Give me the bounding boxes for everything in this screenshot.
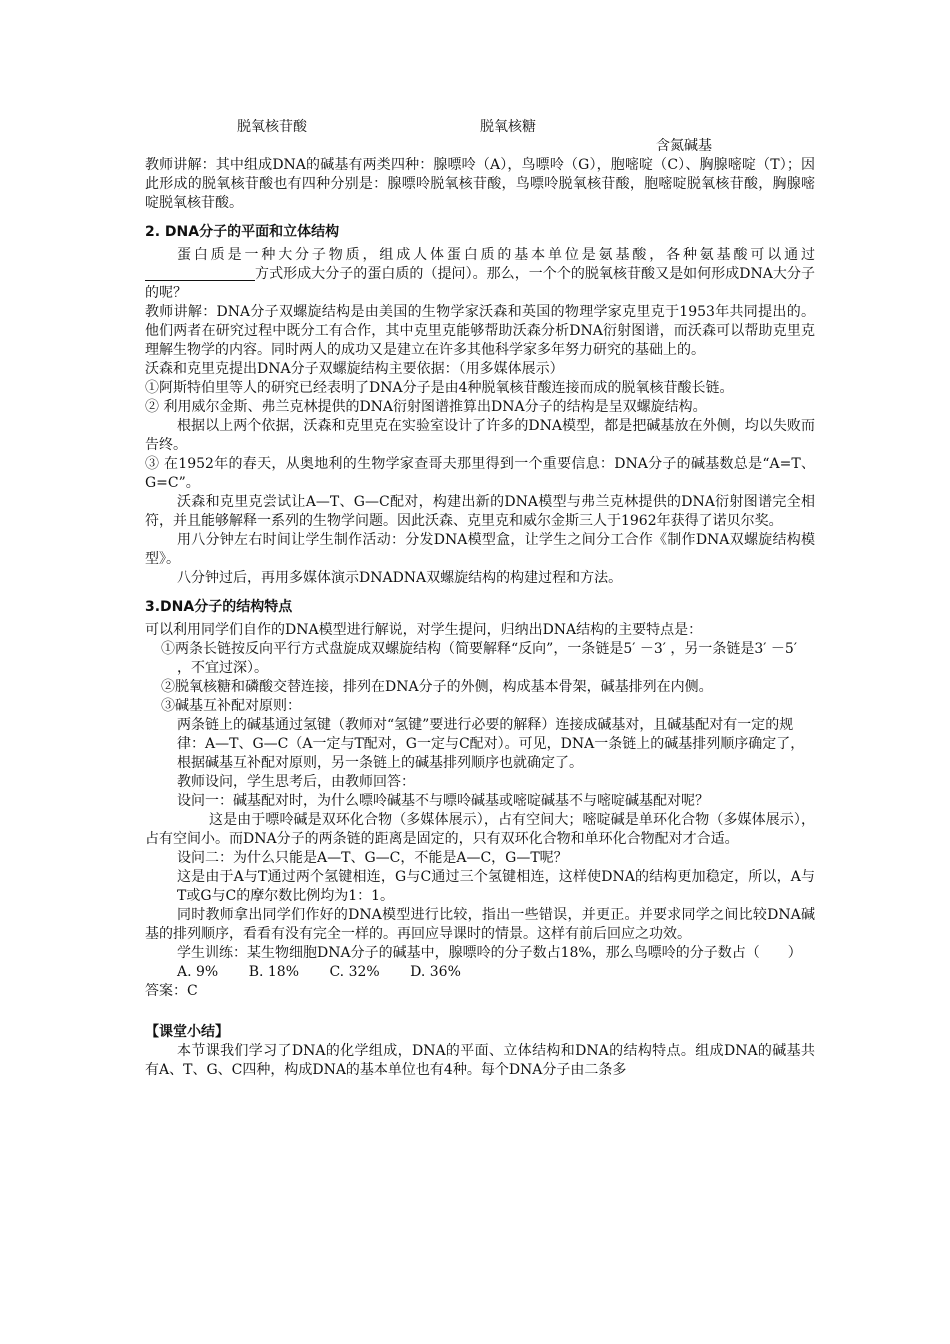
exercise-answer: 答案：C — [145, 983, 198, 999]
section2-p2: 教师讲解：DNA分子双螺旋结构是由美国的生物学家沃森和英国的物理学家克里克于1953年共同提出的。他们两者在研究过程中既分工有合作，其中克里克能够帮助沃森分析DNA衍射图谱，而沃森可以帮助克里克理解生物学的内容。同时两人的成功又是建立在许多其他科学家多年努力研究的基础上的。 — [145, 304, 815, 358]
section3-item1: ①两条长链按反向平行方式盘旋成双螺旋结构（简要解释“反向”，一条链是5′ －3′ ，另一条链是3′ －5′ ，不宜过深）。 — [161, 641, 798, 676]
section3-model: 同时教师拿出同学们作好的DNA模型进行比较，指出一些错误，并更正。并要求同学之间比较DNA碱基的排列顺序，看看有没有完全一样的。再回应导课时的情景。这样有前后回应之功效。 — [145, 907, 815, 942]
section3-p1: 可以利用同学们自作的DNA模型进行解说，对学生提问，归纳出DNA结构的主要特点是： — [145, 622, 703, 638]
section2-p1-b: 方式形成大分子的蛋白质的（提问）。那么，一个个的脱氧核苷酸又是如何形成DNA大分子的呢？ — [145, 266, 815, 301]
option-c: C. 32% — [329, 964, 380, 980]
label-deoxyribose: 脱氧核糖 — [480, 119, 536, 135]
label-nitrogenous-base: 含氮碱基 — [656, 138, 712, 154]
option-d: D. 36% — [410, 964, 461, 980]
section3-heading: 3.DNA分子的结构特点 — [145, 599, 293, 615]
section3-item3: ③碱基互补配对原则： — [161, 698, 301, 714]
section3-q2: 设问二：为什么只能是A—T、G—C，不能是A—C，G—T呢？ — [177, 850, 568, 866]
summary-text: 本节课我们学习了DNA的化学组成，DNA的平面、立体结构和DNA的结构特点。组成DNA的碱基共有A、T、G、C四种，构成DNA的基本单位也有4种。每个DNA分子由二条多 — [145, 1043, 815, 1078]
section2-p1 — [145, 246, 815, 303]
option-a: A. 9% — [177, 964, 219, 980]
section3-a1: 这是由于嘌呤碱是双环化合物（多媒体展示），占有空间大；嘧啶碱是单环化合物（多媒体展示），占有空间小。而DNA分子的两条链的距离是固定的，只有双环化合物和单环化合物配对才合适。 — [145, 812, 815, 847]
section3-a2: 这是由于A与T通过两个氢键相连，G与C通过三个氢键相连，这样使DNA的结构更加稳定，所以，A与T或G与C的摩尔数比例均为1：1。 — [177, 869, 815, 904]
section2-heading: 2. DNA分子的平面和立体结构 — [145, 224, 340, 240]
section3-exercise: 学生训练：某生物细胞DNA分子的碱基中，腺嘌呤的分子数占18%，那么鸟嘌呤的分子数占（ ） — [177, 945, 802, 961]
label-deoxynucleotide: 脱氧核苷酸 — [237, 119, 307, 135]
section2-p7: ③ 在1952年的春天，从奥地利的生物学家查哥夫那里得到一个重要信息：DNA分子的碱基数总是“A=T、G=C”。 — [145, 456, 815, 491]
section3-item2: ②脱氧核糖和磷酸交替连接，排列在DNA分子的外侧，构成基本骨架，碱基排列在内侧。 — [161, 679, 713, 695]
section3-q-intro: 教师设问，学生思考后，由教师回答： — [177, 774, 415, 790]
section2-p8: 沃森和克里克尝试让A—T、G—C配对，构建出新的DNA模型与弗兰克林提供的DNA衍射图谱完全相符，并且能够解释一系列的生物学问题。因此沃森、克里克和威尔金斯三人于1962年获得了诺贝尔奖。 — [145, 494, 815, 529]
intro-teacher-explain: 教师讲解：其中组成DNA的碱基有两类四种：腺嘌呤（A），鸟嘌呤（G），胞嘧啶（C）、胸腺嘧啶（T）；因此形成的脱氧核苷酸也有四种分别是：腺嘌呤脱氧核苷酸，鸟嘌呤脱氧核苷酸，胞嘧啶脱氧核苷酸，胸腺嘧啶脱氧核苷酸。 — [145, 157, 815, 211]
section2-p4: ①阿斯特伯里等人的研究已经表明了DNA分子是由4种脱氧核苷酸连接而成的脱氧核苷酸长链。 — [145, 380, 734, 396]
section3-item3-text: 两条链上的碱基通过氢键（教师对“氢键”要进行必要的解释）连接成碱基对，且碱基配对有一定的规律：A—T、G—C（A一定与T配对，G一定与C配对）。可见，DNA一条链上的碱基排列顺序确定了，根据碱基互补配对原则，另一条链上的碱基排列顺序也就确定了。 — [177, 717, 805, 771]
section2-p9: 用八分钟左右时间让学生制作活动：分发DNA模型盒，让学生之间分工合作《制作DNA双螺旋结构模型》。 — [145, 532, 815, 567]
section2-p10: 八分钟过后，再用多媒体演示DNADNA双螺旋结构的构建过程和方法。 — [177, 570, 623, 586]
option-b: B. 18% — [248, 964, 299, 980]
section2-p3: 沃森和克里克提出DNA分子双螺旋结构主要依据：（用多媒体展示） — [145, 361, 564, 377]
exercise-options — [145, 963, 815, 982]
main-text — [145, 156, 815, 1080]
section3-q1: 设问一：碱基配对时，为什么嘌呤碱基不与嘌呤碱基或嘧啶碱基不与嘧啶碱基配对呢？ — [177, 793, 709, 809]
summary-heading: 【课堂小结】 — [145, 1024, 229, 1040]
fill-blank — [145, 266, 255, 281]
section2-p6: 根据以上两个依据，沃森和克里克在实验室设计了许多的DNA模型，都是把碱基放在外侧，均以失败而告终。 — [145, 418, 815, 453]
section2-p1-a: 蛋白质是一种大分子物质，组成人体蛋白质的基本单位是氨基酸，各种氨基酸可以通过 — [177, 247, 815, 263]
section2-p5: ② 利用威尔金斯、弗兰克林提供的DNA衍射图谱推算出DNA分子的结构是呈双螺旋结构。 — [145, 399, 707, 415]
